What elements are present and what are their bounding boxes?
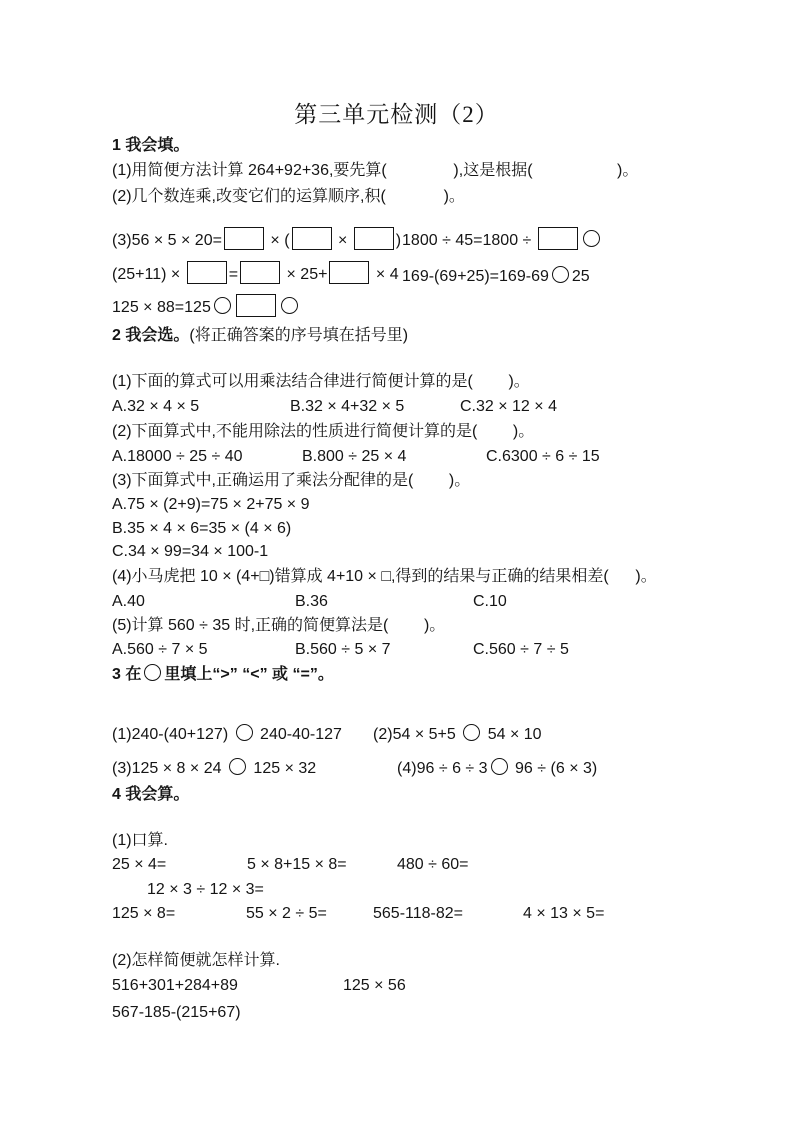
fill-equation-2-left: (25+11) × = × 25+ × 4 — [112, 261, 399, 286]
fill-question-1: (1)用简便方法计算 264+92+36,要先算( ),这是根据( )。 — [112, 162, 639, 179]
choice-q5-option-b: B.560 ÷ 5 × 7 — [295, 641, 391, 658]
compare-question-2: (2)54 × 5+5 54 × 10 — [373, 726, 542, 743]
choice-q5-option-a: A.560 ÷ 7 × 5 — [112, 641, 208, 658]
oral-calc-item: 125 × 8= — [112, 905, 176, 922]
choice-q3-option-c: C.34 × 99=34 × 100-1 — [112, 543, 269, 560]
oral-calc-item: 5 × 8+15 × 8= — [247, 856, 347, 873]
choice-q1-option-b: B.32 × 4+32 × 5 — [290, 398, 405, 415]
compare-question-3: (3)125 × 8 × 24 125 × 32 — [112, 760, 317, 777]
answer-box[interactable] — [329, 261, 369, 284]
answer-box[interactable] — [236, 294, 276, 317]
oral-calc-subheader: (1)口算. — [112, 832, 169, 849]
oral-calc-item: 565-118-82= — [373, 905, 463, 922]
compare-question-4: (4)96 ÷ 6 ÷ 3 96 ÷ (6 × 3) — [397, 760, 598, 777]
choice-question-3: (3)下面算式中,正确运用了乘法分配律的是( )。 — [112, 472, 471, 489]
choice-q2-option-b: B.800 ÷ 25 × 4 — [302, 448, 407, 465]
oral-calc-item: 12 × 3 ÷ 12 × 3= — [147, 881, 264, 898]
answer-circle[interactable] — [144, 664, 161, 681]
choice-q4-option-a: A.40 — [112, 593, 145, 610]
section2-header-note: (将正确答案的序号填在括号里) — [189, 327, 409, 344]
answer-box[interactable] — [354, 227, 394, 250]
simplify-calc-item: 125 × 56 — [343, 977, 406, 994]
answer-circle[interactable] — [463, 724, 480, 741]
choice-q1-option-a: A.32 × 4 × 5 — [112, 398, 200, 415]
choice-q1-option-c: C.32 × 12 × 4 — [460, 398, 557, 415]
fill-equation-1-left: (3)56 × 5 × 20= × ( × ) — [112, 227, 401, 252]
choice-q4-option-b: B.36 — [295, 593, 328, 610]
compare-question-1: (1)240-(40+127) 240-40-127 — [112, 726, 342, 743]
choice-q3-option-b: B.35 × 4 × 6=35 × (4 × 6) — [112, 520, 292, 537]
choice-question-1: (1)下面的算式可以用乘法结合律进行简便计算的是( )。 — [112, 373, 530, 390]
simplify-calc-item: 567-185-(215+67) — [112, 1004, 241, 1021]
fill-equation-3: 125 × 88=125 — [112, 294, 301, 319]
fill-equation-2-right: 169-(69+25)=169-69 25 — [402, 268, 590, 285]
answer-box[interactable] — [292, 227, 332, 250]
answer-circle[interactable] — [236, 724, 253, 741]
oral-calc-item: 25 × 4= — [112, 856, 167, 873]
answer-box[interactable] — [538, 227, 578, 250]
choice-q2-option-a: A.18000 ÷ 25 ÷ 40 — [112, 448, 243, 465]
choice-question-5: (5)计算 560 ÷ 35 时,正确的简便算法是( )。 — [112, 617, 446, 634]
answer-box[interactable] — [224, 227, 264, 250]
fill-question-2: (2)几个数连乘,改变它们的运算顺序,积( )。 — [112, 188, 465, 205]
choice-question-2: (2)下面算式中,不能用除法的性质进行简便计算的是( )。 — [112, 423, 535, 440]
answer-circle[interactable] — [229, 758, 246, 775]
page-title: 第三单元检测（2） — [294, 102, 499, 127]
answer-circle[interactable] — [552, 266, 569, 283]
answer-circle[interactable] — [214, 297, 231, 314]
simplify-calc-item: 516+301+284+89 — [112, 977, 238, 994]
choice-q2-option-c: C.6300 ÷ 6 ÷ 15 — [486, 448, 600, 465]
section2-header — [112, 325, 408, 347]
oral-calc-item: 480 ÷ 60= — [397, 856, 469, 873]
choice-q4-option-c: C.10 — [473, 593, 507, 610]
choice-question-4: (4)小马虎把 10 × (4+□)错算成 4+10 × □,得到的结果与正确的结果相差( )。 — [112, 568, 657, 585]
oral-calc-item: 4 × 13 × 5= — [523, 905, 605, 922]
oral-calc-item: 55 × 2 ÷ 5= — [246, 905, 327, 922]
answer-circle[interactable] — [281, 297, 298, 314]
section3-header: 3 在 里填上“>” “<” 或 “=”。 — [112, 666, 334, 683]
answer-box[interactable] — [240, 261, 280, 284]
fill-equation-1-right: 1800 ÷ 45=1800 ÷ — [402, 227, 603, 252]
section1-header: 1 我会填。 — [112, 137, 190, 154]
section2-header-number: 2 我会选。 — [112, 327, 190, 344]
choice-q5-option-c: C.560 ÷ 7 ÷ 5 — [473, 641, 569, 658]
section4-header: 4 我会算。 — [112, 786, 190, 803]
answer-circle[interactable] — [583, 230, 600, 247]
answer-circle[interactable] — [491, 758, 508, 775]
choice-q3-option-a: A.75 × (2+9)=75 × 2+75 × 9 — [112, 496, 310, 513]
answer-box[interactable] — [187, 261, 227, 284]
simplify-calc-subheader: (2)怎样简便就怎样计算. — [112, 952, 281, 969]
